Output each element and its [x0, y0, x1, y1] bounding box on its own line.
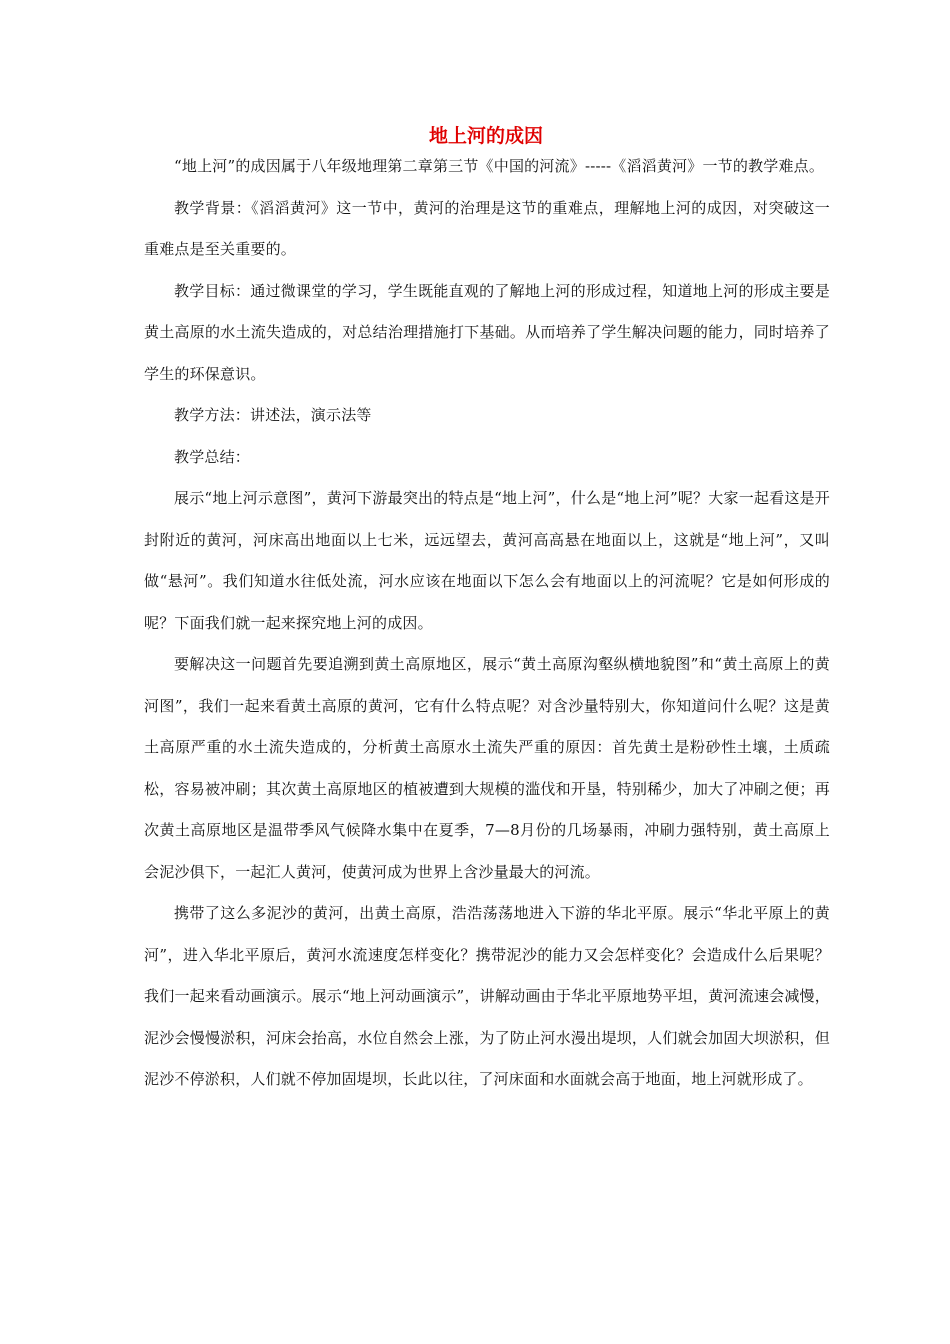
paragraph-north-china-plain: 携带了这么多泥沙的黄河，出黄土高原，浩浩荡荡地进入下游的华北平原。展示“华北平原上的黄河”，进入华北平原后，黄河水流速度怎样变化？携带泥沙的能力又会怎样变化？会造成什么后果呢？我们一起来看动画演示。展示“地上河动画演示”，讲解动画由于华北平原地势平坦，黄河流速会减慢，泥沙会慢慢淤积，河床会抬高，水位自然会上涨，为了防止河水漫出堤坝，人们就会加固大坝淤积，但泥沙不停淤积，人们就不停加固堤坝，长此以往，了河床面和水面就会高于地面，地上河就形成了。: [144, 904, 830, 1088]
paragraph-methods: 教学方法：讲述法，演示法等: [174, 406, 372, 424]
paragraph-objectives: 教学目标：通过微课堂的学习，学生既能直观的了解地上河的形成过程，知道地上河的形成主要是黄土高原的水土流失造成的，对总结治理措施打下基础。从而培养了学生解决问题的能力，同时培养了学生的环保意识。: [144, 281, 830, 383]
paragraph-intro: “地上河”的成因属于八年级地理第二章第三节《中国的河流》-----《滔滔黄河》一节的教学难点。: [174, 157, 825, 175]
paragraph-loess-plateau: 要解决这一问题首先要追溯到黄土高原地区，展示“黄土高原沟壑纵横地貌图”和“黄土高原上的黄河图”，我们一起来看黄土高原的黄河，它有什么特点呢？对含沙量特别大，你知道问什么呢？这是黄土高原严重的水土流失造成的，分析黄土高原水土流失严重的原因：首先黄土是粉砂性土壤，土质疏松，容易被冲刷；其次黄土高原地区的植被遭到大规模的滥伐和开垦，特别稀少，加大了冲刷之便；再次黄土高原地区是温带季风气候降水集中在夏季，7—8月份的几场暴雨，冲刷力强特别，黄土高原上会泥沙俱下，一起汇人黄河，使黄河成为世界上含沙量最大的河流。: [144, 655, 830, 881]
document-page: [144, 122, 830, 1101]
paragraph-summary-heading: 教学总结：: [174, 447, 251, 466]
paragraph-suspended-river: 展示“地上河示意图”，黄河下游最突出的特点是“地上河”，什么是“地上河”呢？大家一起看这是开封附近的黄河，河床高出地面以上七米，远远望去，黄河高高悬在地面以上，这就是“地上河”，又叫做“悬河”。我们知道水往低处流，河水应该在地面以下怎么会有地面以上的河流呢？它是如何形成的呢？下面我们就一起来探究地上河的成因。: [144, 489, 830, 632]
paragraph-background: 教学背景：《滔滔黄河》这一节中，黄河的治理是这节的重难点，理解地上河的成因，对突破这一重难点是至关重要的。: [144, 198, 830, 258]
document-title: 地上河的成因: [428, 125, 543, 147]
